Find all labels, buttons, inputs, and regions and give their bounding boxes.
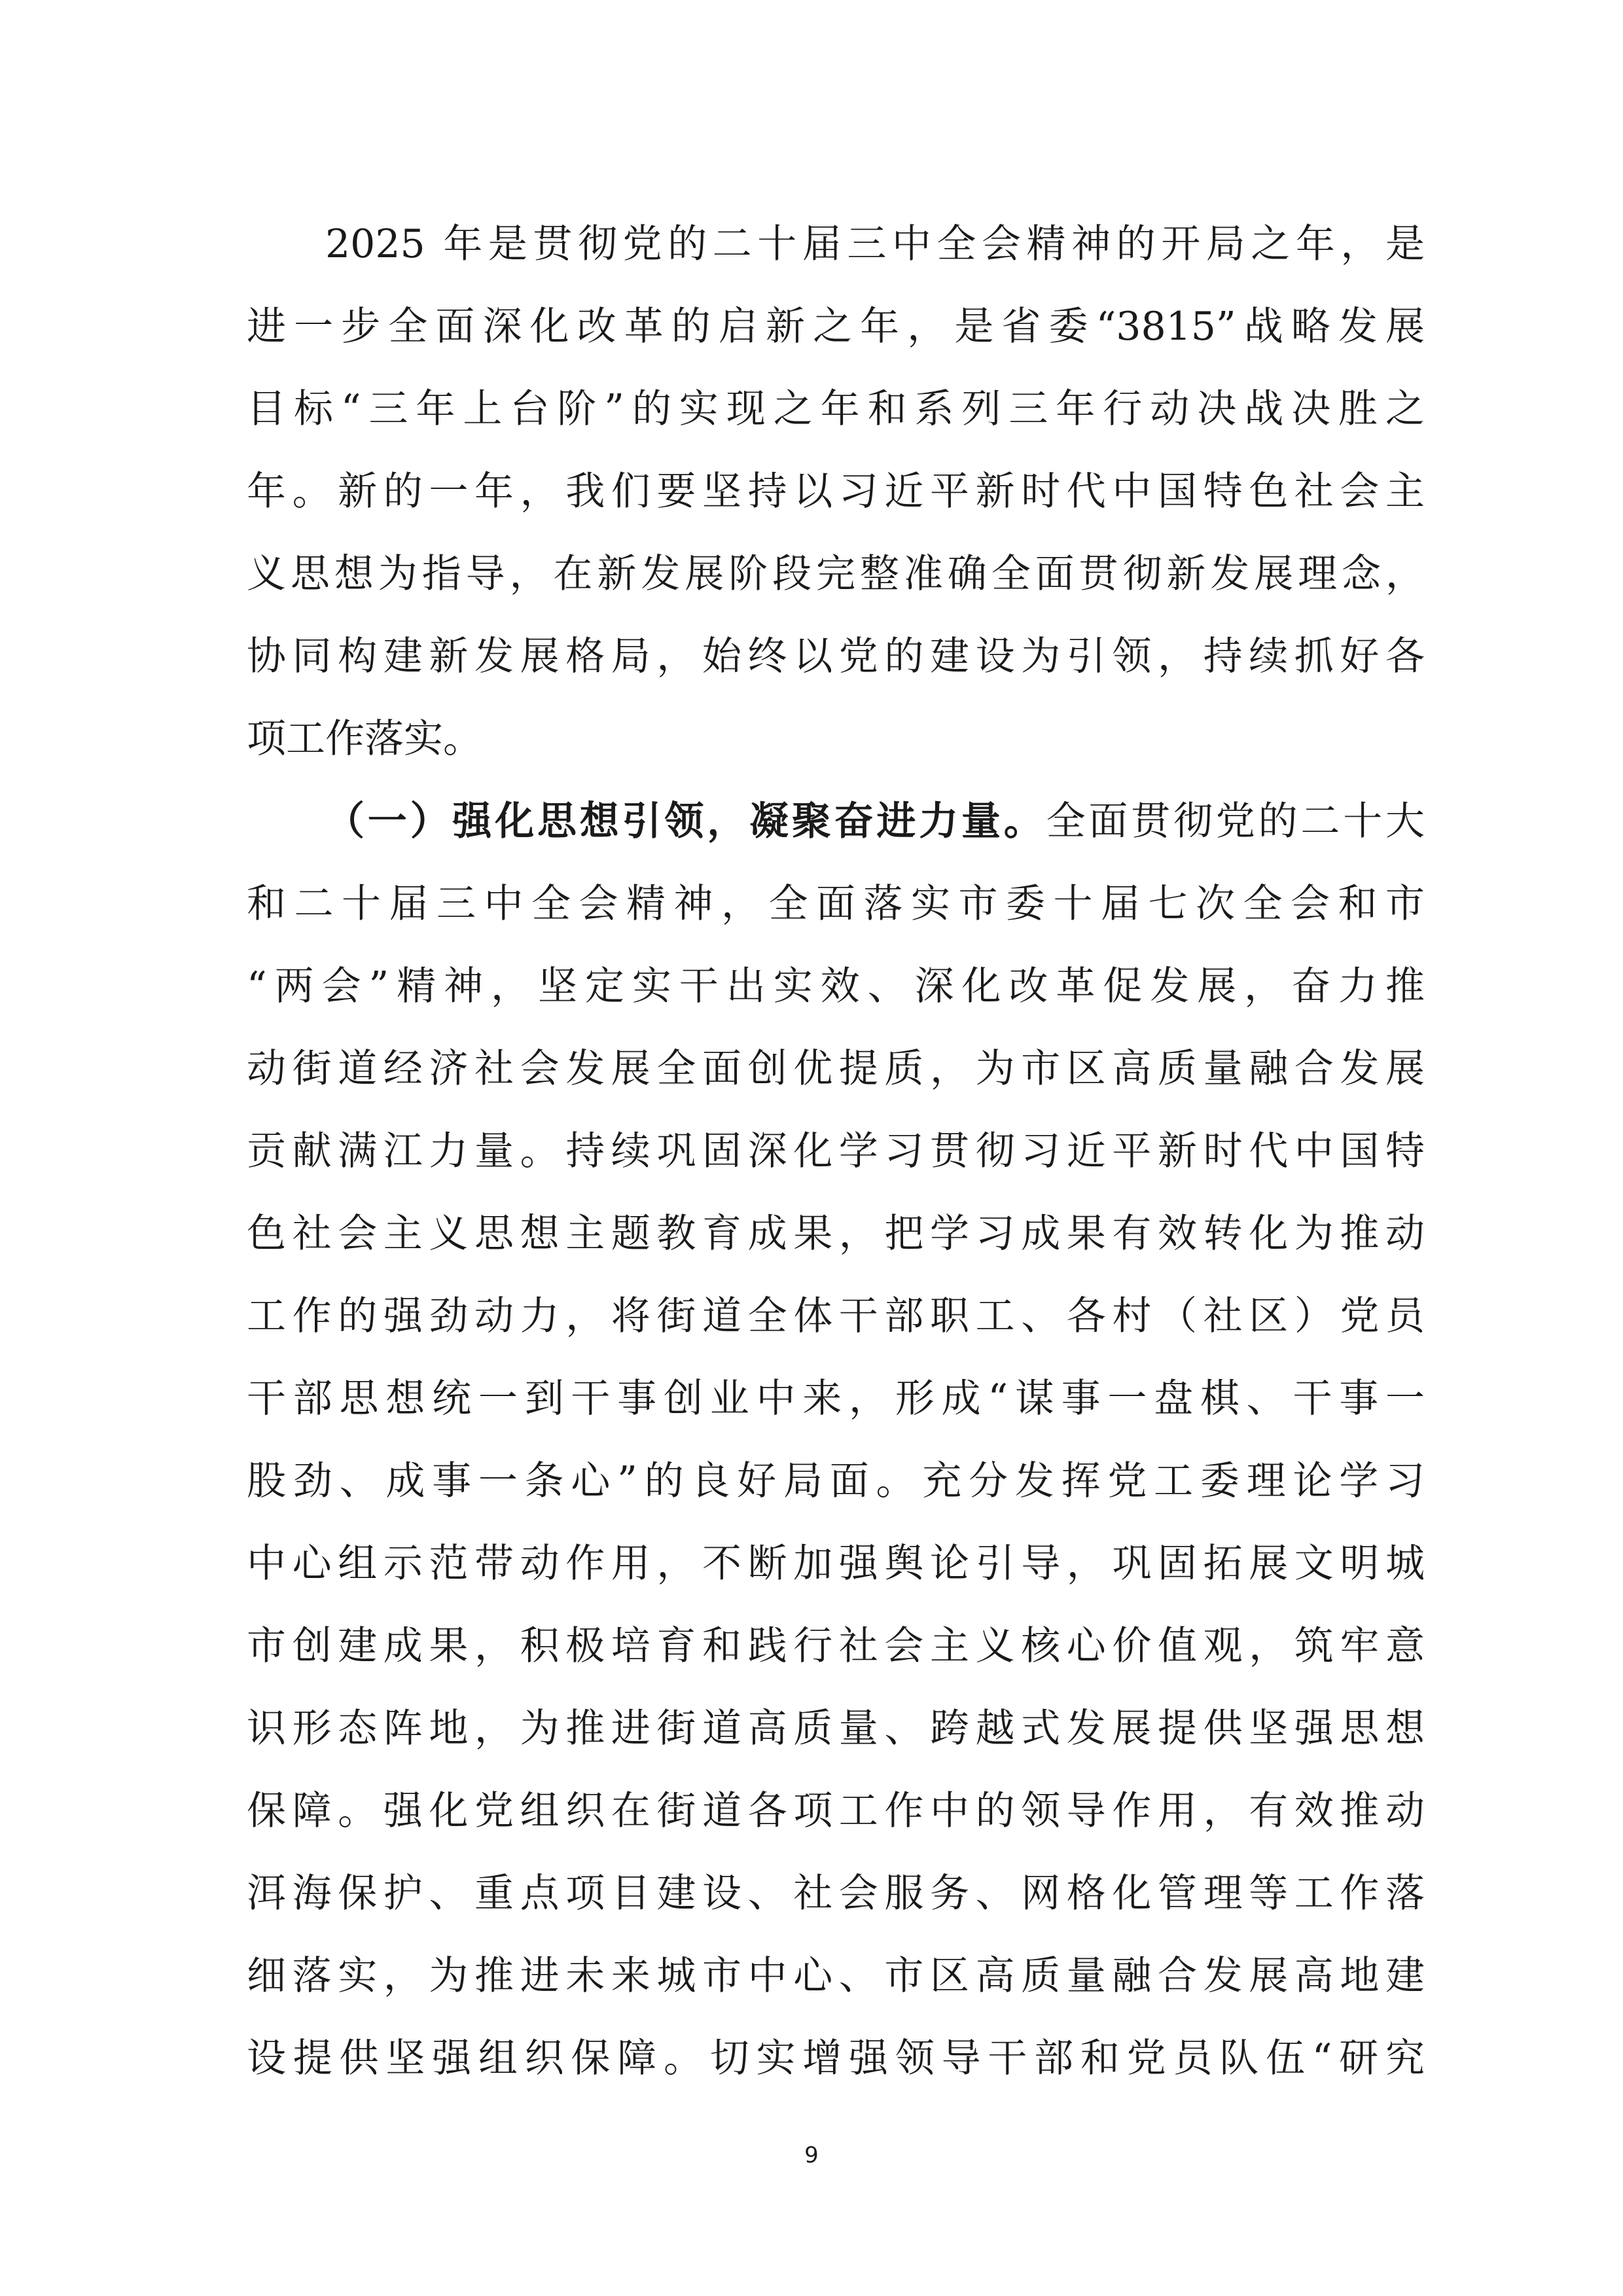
paragraph-2-line-8: 干部思想统一到干事创业中来，形成“谋事一盘棋、干事一 [247,1376,1425,1422]
paragraph-2-line-4: 动街道经济社会发展全面创优提质，为市区高质量融合发展 [247,1046,1425,1092]
paragraph-2-line-16: 设提供坚强组织保障。切实增强领导干部和党员队伍“研究 [247,2036,1425,2081]
paragraph-2-line-12: 识形态阵地，为推进街道高质量、跨越式发展提供坚强思想 [247,1706,1425,1751]
paragraph-2-line-10: 中心组示范带动作用，不断加强舆论引导，巩固拓展文明城 [247,1541,1425,1587]
paragraph-2-line-11: 市创建成果，积极培育和践行社会主义核心价值观，筑牢意 [247,1623,1425,1669]
section-heading: （一）强化思想引领，凝聚奋进力量。 [325,798,1046,844]
paragraph-1-line-6: 协同构建新发展格局，始终以党的建设为引领，持续抓好各 [247,634,1425,679]
paragraph-2-line-2: 和二十届三中全会精神，全面落实市委十届七次全会和市 [247,881,1425,927]
paragraph-2-line-13: 保障。强化党组织在街道各项工作中的领导作用，有效推动 [247,1788,1425,1834]
paragraph-2-line-3: “两会”精神，坚定实干出实效、深化改革促发展，奋力推 [247,963,1425,1009]
paragraph-2-line-1 [325,795,1425,848]
paragraph-2-line-7: 工作的强劲动力，将街道全体干部职工、各村（社区）党员 [247,1293,1425,1339]
paragraph-1-line-1: 2025 年是贯彻党的二十届三中全会精神的开局之年，是 [325,221,1425,267]
paragraph-1-line-2: 进一步全面深化改革的启新之年，是省委“3815”战略发展 [247,304,1425,350]
paragraph-1-line-7: 项工作落实。 [247,716,482,762]
page-number: 9 [804,2142,819,2168]
paragraph-1-line-3: 目标“三年上台阶”的实现之年和系列三年行动决战决胜之 [247,386,1425,432]
paragraph-2-line-9: 股劲、成事一条心”的良好局面。充分发挥党工委理论学习 [247,1458,1425,1504]
paragraph-2-line-5: 贡献满江力量。持续巩固深化学习贯彻习近平新时代中国特 [247,1128,1425,1174]
section-heading-rest: 全面贯彻党的二十大 [1046,798,1425,844]
paragraph-2-line-6: 色社会主义思想主题教育成果，把学习成果有效转化为推动 [247,1211,1425,1257]
paragraph-1-line-5: 义思想为指导，在新发展阶段完整准确全面贯彻新发展理念， [247,551,1425,597]
paragraph-2-line-15: 细落实，为推进未来城市中心、市区高质量融合发展高地建 [247,1953,1425,1999]
paragraph-2-line-14: 洱海保护、重点项目建设、社会服务、网格化管理等工作落 [247,1871,1425,1916]
paragraph-1-line-4: 年。新的一年，我们要坚持以习近平新时代中国特色社会主 [247,469,1425,514]
